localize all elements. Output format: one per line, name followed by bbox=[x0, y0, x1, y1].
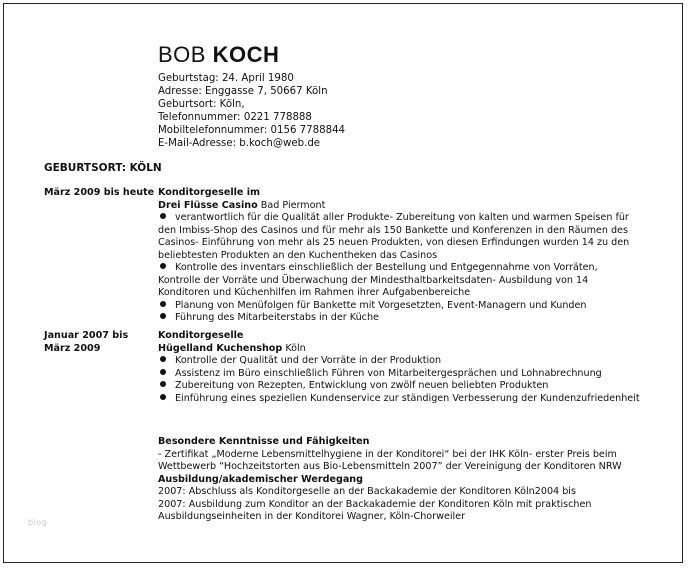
job-1-employer: Drei Flüsse Casino Bad Piermont bbox=[158, 199, 326, 211]
education-line-2: 2007: Ausbildung zum Konditor an der Backakademie der Konditoren Köln mit praktischen Ausbildungseinheiten in der Konditorei Wagner, Köln-Chorweiler bbox=[158, 498, 592, 522]
skills-title: Besondere Kenntnisse und Fähigkeiten bbox=[158, 436, 370, 447]
contact-info bbox=[158, 72, 638, 150]
job-1-date: März 2009 bis heute bbox=[44, 187, 155, 198]
first-name: BOB bbox=[158, 42, 206, 67]
list-item: Kontrolle des inventars einschließlich der Bestellung und Entgegennahme von Vorräten, Kontrolle der Vorräte und Überwachung der Mindesthaltbarkeitsdaten- Ausbildung von 14 Konditoren und Küchenhilfen im Rahmen ihrer Aufgabenbereiche bbox=[158, 262, 598, 298]
job-2-date: Januar 2007 bis März 2009 bbox=[44, 330, 129, 354]
skills-education bbox=[158, 436, 640, 524]
education-title: Ausbildung/akademischer Werdegang bbox=[158, 473, 363, 485]
skills-text: - Zertifikat „Moderne Lebensmittelhygiene in der Konditorei“ bei der IHK Köln- erster Preis beim Wettbewerb “Hochzeitstorten aus Bio-Lebensmitteln 2007” der Vereinigung der Konditoren NRW bbox=[158, 448, 622, 472]
job-1-title: Konditorgeselle im bbox=[158, 187, 261, 198]
bullet-icon bbox=[160, 313, 166, 319]
bullet-icon bbox=[160, 301, 166, 307]
contact-address: Adresse: Enggasse 7, 50667 Köln bbox=[158, 86, 328, 97]
bullet-icon bbox=[160, 394, 166, 400]
contact-email: E-Mail-Adresse: b.koch@web.de bbox=[158, 138, 321, 149]
section-title: GEBURTSORT: KÖLN bbox=[44, 162, 162, 174]
job-2-employer: Hügelland Kuchenshop Köln bbox=[158, 342, 306, 354]
job-2-title: Konditorgeselle bbox=[158, 330, 244, 341]
list-item: Planung von Menüfolgen für Bankette mit Vorgesetzten, Event-Managern und Kunden bbox=[158, 300, 640, 313]
job-2 bbox=[158, 330, 640, 405]
watermark: blog bbox=[28, 518, 48, 527]
contact-mobile: Mobiltelefonnummer: 0156 7788844 bbox=[158, 125, 346, 136]
education-line-1: 2007: Abschluss als Konditorgeselle an der Backakademie der Konditoren Köln2004 bis bbox=[158, 486, 576, 497]
bullet-icon bbox=[160, 369, 166, 375]
bullet-icon bbox=[160, 356, 166, 362]
list-item: Assistenz im Büro einschließlich Führen von Mitarbeitergesprächen und Lohnabrechnung bbox=[158, 368, 640, 381]
contact-phone: Telefonnummer: 0221 778888 bbox=[158, 112, 312, 123]
list-item: Führung des Mitarbeiterstabs in der Küche bbox=[158, 312, 640, 325]
list-item: Zubereitung von Rezepten, Entwicklung von zwölf neuen beliebten Produkten bbox=[158, 380, 640, 393]
contact-birthday: Geburtstag: 24. April 1980 bbox=[158, 73, 294, 84]
resume-header bbox=[158, 42, 638, 150]
last-name: KOCH bbox=[212, 42, 280, 67]
list-item: verantwortlich für die Qualität aller Produkte- Zubereitung von kalten und warmen Speisen für den Imbiss-Shop des Casinos und für mehr als 150 Bankette und Konferenzen in den Räumen des Casinos- Einführung von mehr als 25 neuen Produkten, von diesen Erfindungen wurden 14 zu den beliebtesten Produkten an den Kuchentheken das Casinos bbox=[158, 212, 630, 261]
contact-birthplace: Geburtsort: Köln, bbox=[158, 99, 245, 110]
list-item: Kontrolle der Qualität und der Vorräte in der Produktion bbox=[158, 355, 640, 368]
list-item: Einführung eines speziellen Kundenservice zur ständigen Verbesserung der Kundenzufriedenheit bbox=[158, 393, 640, 406]
bullet-icon bbox=[160, 381, 166, 387]
job-1 bbox=[158, 187, 640, 325]
bullet-icon bbox=[160, 263, 166, 269]
bullet-icon bbox=[160, 213, 166, 219]
applicant-name bbox=[158, 42, 638, 68]
